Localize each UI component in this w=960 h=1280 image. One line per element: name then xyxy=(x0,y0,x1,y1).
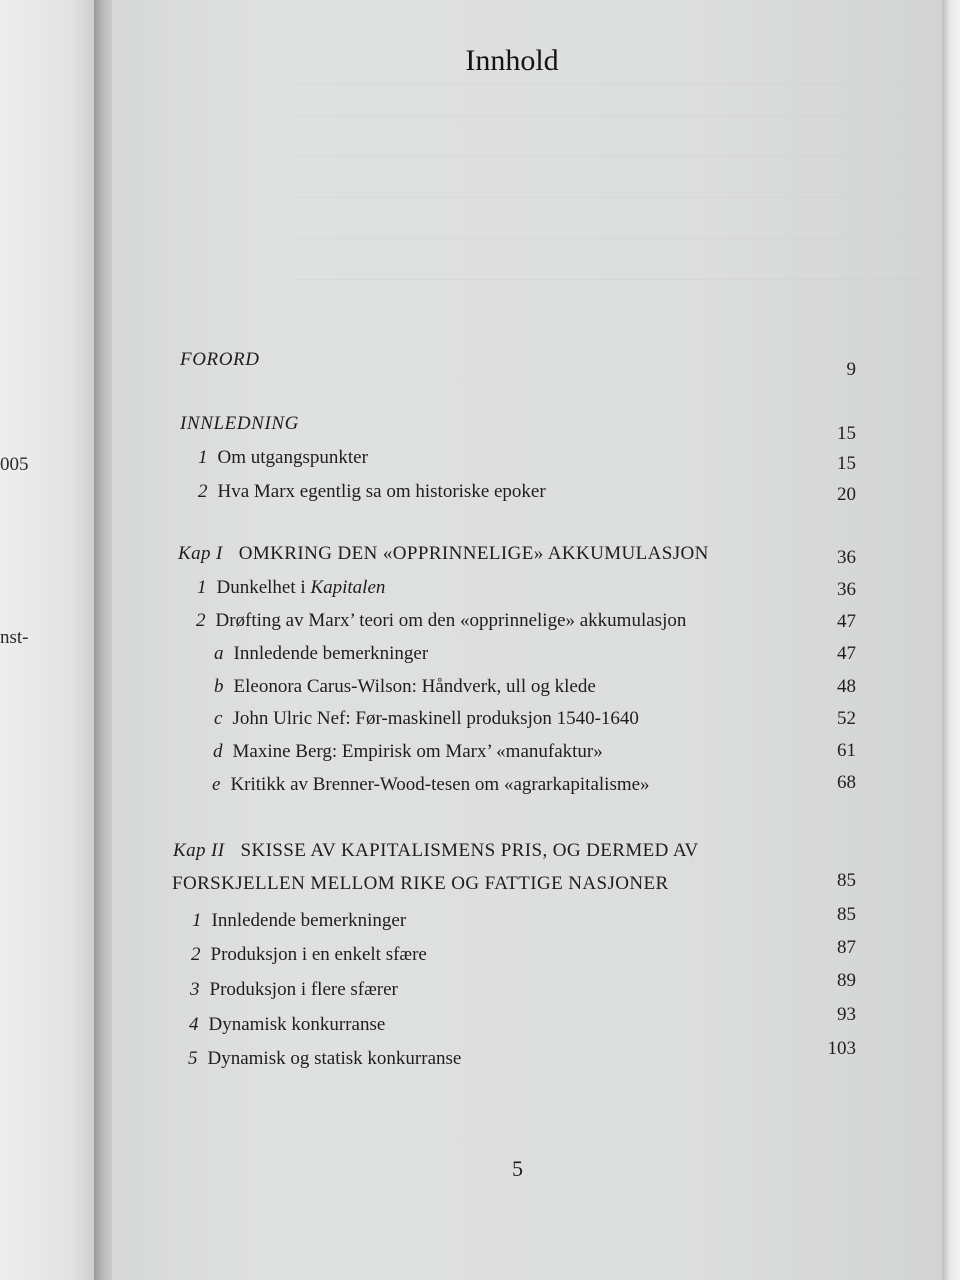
toc-entry-number: 2 xyxy=(198,481,208,502)
toc-page-number: 47 xyxy=(837,611,856,632)
toc-chapter-label: OMKRING DEN «OPPRINNELIGE» AKKUMULASJON xyxy=(238,543,709,564)
show-through-text xyxy=(292,55,960,310)
toc-subentry-letter: e xyxy=(212,774,221,795)
toc-entry-number: 4 xyxy=(189,1014,199,1035)
toc-chapter-1 xyxy=(178,543,709,565)
toc-entry-label: Hva Marx egentlig sa om historiske epoker xyxy=(217,481,546,502)
toc-subentry-letter: b xyxy=(214,676,224,697)
toc-entry-number: 1 xyxy=(192,910,202,931)
toc-entry-label: Dynamisk og statisk konkurranse xyxy=(207,1048,462,1069)
toc-subentry-letter: a xyxy=(214,643,224,664)
toc-page-number: 61 xyxy=(837,740,856,761)
toc-subentry xyxy=(214,676,596,698)
toc-page-number: 15 xyxy=(837,423,856,444)
toc-page-number: 52 xyxy=(837,708,856,729)
toc-page-number: 87 xyxy=(837,937,856,958)
toc-entry-number: 5 xyxy=(188,1048,198,1069)
toc-entry-number: 1 xyxy=(197,577,207,598)
toc-subentry-letter: c xyxy=(214,708,223,729)
toc-page-number: 85 xyxy=(837,904,856,925)
toc-entry-number: 3 xyxy=(190,979,200,1000)
toc-page-number: 68 xyxy=(837,772,856,793)
toc-subentry xyxy=(214,708,639,730)
page-title: Innhold xyxy=(465,44,559,77)
toc-entry xyxy=(198,481,546,503)
toc-page-number: 15 xyxy=(837,453,856,474)
toc-chapter-2-line-2: FORSKJELLEN MELLOM RIKE OG FATTIGE NASJONER xyxy=(172,873,669,894)
toc-entry xyxy=(190,979,398,1001)
toc-section-forord: FORORD xyxy=(180,349,260,370)
page-edge xyxy=(942,0,960,1280)
toc-subentry xyxy=(214,643,428,665)
toc-entry xyxy=(198,447,368,469)
toc-page-number: 48 xyxy=(837,676,856,697)
toc-page-number: 93 xyxy=(837,1004,856,1025)
left-page-fragment: 005 xyxy=(0,454,29,475)
toc-entry-label: John Ulric Nef: Før-maskinell produksjon 1540-1640 xyxy=(232,708,639,729)
toc-chapter-label: SKISSE AV KAPITALISMENS PRIS, OG DERMED AV xyxy=(240,840,699,861)
left-page-fragment: nst- xyxy=(0,627,29,648)
toc-entry-label: Innledende bemerkninger xyxy=(233,643,429,664)
toc-page-number: 85 xyxy=(837,870,856,891)
toc-subentry xyxy=(213,741,603,763)
toc-entry-label: Produksjon i en enkelt sfære xyxy=(210,944,427,965)
toc-entry xyxy=(191,944,427,966)
toc-entry-label: Produksjon i flere sfærer xyxy=(209,979,398,1000)
toc-subentry-letter: d xyxy=(213,741,223,762)
toc-entry-label-italic: Kapitalen xyxy=(310,577,386,598)
toc-entry-label: Eleonora Carus-Wilson: Håndverk, ull og klede xyxy=(233,676,596,697)
toc-entry xyxy=(189,1014,385,1036)
toc-entry-label: Innledende bemerkninger xyxy=(211,910,407,931)
toc-page-number: 103 xyxy=(827,1038,856,1059)
page-number: 5 xyxy=(512,1156,523,1181)
toc-entry-label: Maxine Berg: Empirisk om Marx’ «manufaktur» xyxy=(232,741,603,762)
toc-page-number: 47 xyxy=(837,643,856,664)
toc-page-number: 89 xyxy=(837,970,856,991)
toc-page-number: 20 xyxy=(837,484,856,505)
toc-entry-label: Drøfting av Marx’ teori om den «opprinnelige» akkumulasjon xyxy=(215,610,687,631)
toc-entry-number: 1 xyxy=(198,447,208,468)
toc-page-number: 9 xyxy=(846,359,856,380)
toc-entry-label: Om utgangspunkter xyxy=(217,447,368,468)
toc-entry-number: 2 xyxy=(196,610,206,631)
toc-entry xyxy=(188,1048,461,1070)
toc-page-number: 36 xyxy=(837,579,856,600)
toc-chapter-prefix: Kap I xyxy=(178,543,223,564)
right-page xyxy=(112,0,944,1280)
toc-chapter-2 xyxy=(173,840,699,862)
toc-entry xyxy=(197,577,385,599)
toc-entry-label: Dynamisk konkurranse xyxy=(208,1014,386,1035)
toc-section-innledning: INNLEDNING xyxy=(180,413,299,434)
toc-subentry xyxy=(212,774,650,796)
toc-entry xyxy=(196,610,686,632)
toc-page-number: 36 xyxy=(837,547,856,568)
toc-entry-label: Dunkelhet i xyxy=(216,577,311,598)
left-page xyxy=(0,0,100,1280)
toc-entry xyxy=(192,910,406,932)
toc-entry-label: Kritikk av Brenner-Wood-tesen om «agrarkapitalisme» xyxy=(230,774,650,795)
toc-entry-number: 2 xyxy=(191,944,201,965)
toc-chapter-prefix: Kap II xyxy=(173,840,225,861)
